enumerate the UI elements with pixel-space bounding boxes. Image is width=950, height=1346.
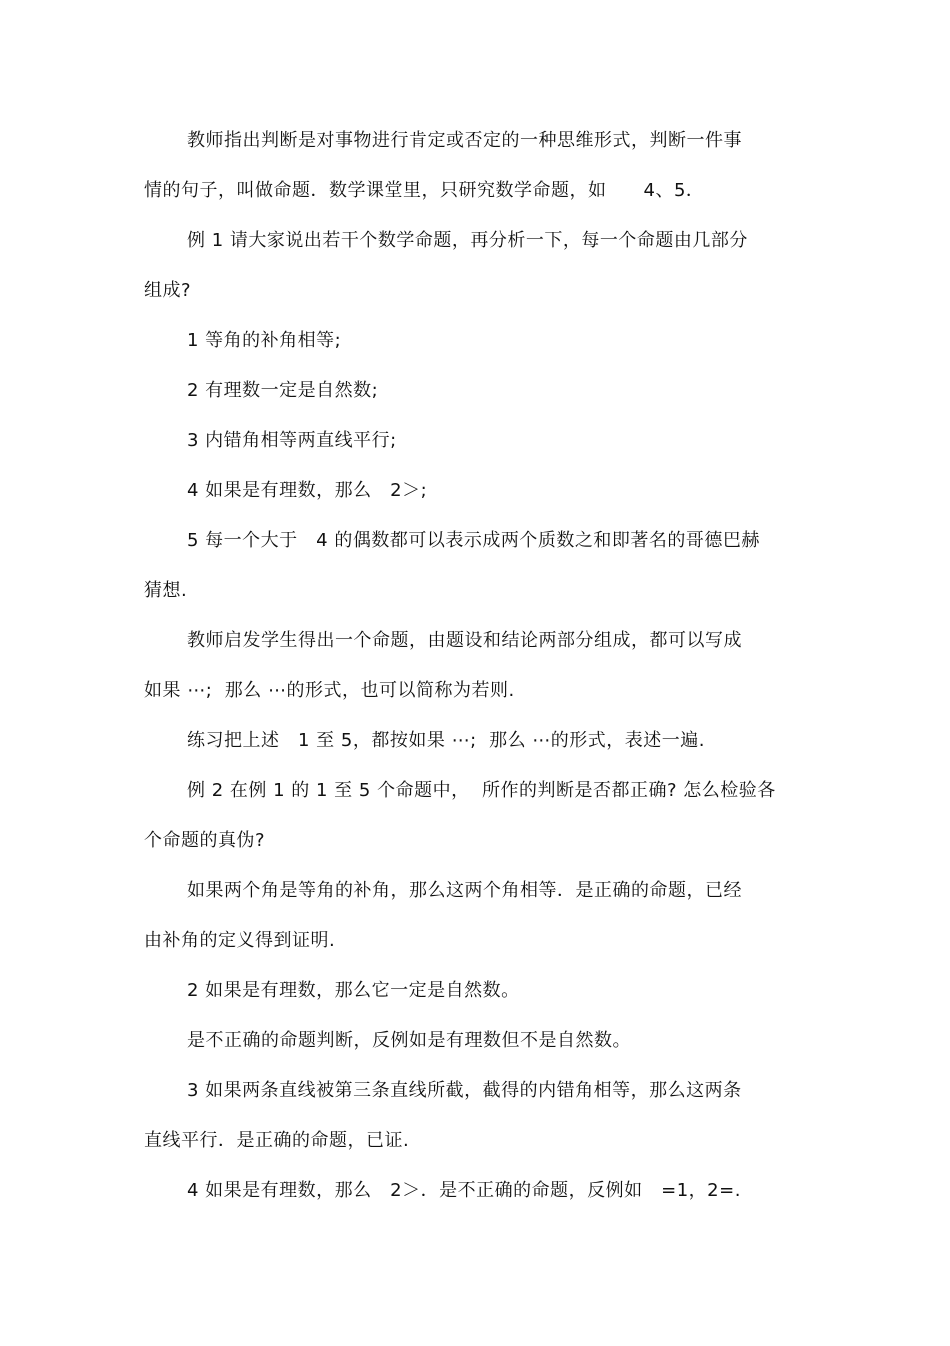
paragraph-line: 练习把上述 1 至 5，都按如果 ⋯; 那么 ⋯的形式，表述一遍. xyxy=(187,730,706,751)
paragraph-line: 是不正确的命题判断，反例如是有理数但不是自然数。 xyxy=(187,1030,631,1051)
list-item: 1 等角的补角相等; xyxy=(187,330,342,351)
paragraph-line: 组成? xyxy=(144,280,192,301)
list-item: 5 每一个大于 4 的偶数都可以表示成两个质数之和即著名的哥德巴赫 xyxy=(187,530,760,551)
paragraph-line: 如果 ⋯; 那么 ⋯的形式，也可以简称为若则. xyxy=(144,680,515,701)
paragraph-line: 教师启发学生得出一个命题，由题设和结论两部分组成，都可以写成 xyxy=(187,630,742,651)
list-item: 3 内错角相等两直线平行; xyxy=(187,430,397,451)
paragraph-line: 情的句子，叫做命题．数学课堂里，只研究数学命题，如 4、5． xyxy=(144,180,705,201)
paragraph-line: 如果两个角是等角的补角，那么这两个角相等．是正确的命题，已经 xyxy=(187,880,742,901)
paragraph-line: 个命题的真伪? xyxy=(144,830,266,851)
list-item: 2 有理数一定是自然数; xyxy=(187,380,379,401)
paragraph-line: 2 如果是有理数，那么它一定是自然数。 xyxy=(187,980,520,1001)
paragraph-line: 教师指出判断是对事物进行肯定或否定的一种思维形式，判断一件事 xyxy=(187,130,742,151)
paragraph-line: 4 如果是有理数，那么 2＞．是不正确的命题，反例如 =1，2=. xyxy=(187,1180,741,1201)
paragraph-line: 3 如果两条直线被第三条直线所截，截得的内错角相等，那么这两条 xyxy=(187,1080,742,1101)
paragraph-line: 猜想. xyxy=(144,580,188,601)
list-item: 4 如果是有理数，那么 2＞; xyxy=(187,480,428,501)
paragraph-line: 直线平行．是正确的命题，已证. xyxy=(144,1130,410,1151)
paragraph-line: 例 2 在例 1 的 1 至 5 个命题中， 所作的判断是否都正确? 怎么检验各 xyxy=(187,780,776,801)
paragraph-line: 例 1 请大家说出若干个数学命题，再分析一下，每一个命题由几部分 xyxy=(187,230,748,251)
paragraph-line: 由补角的定义得到证明. xyxy=(144,930,336,951)
